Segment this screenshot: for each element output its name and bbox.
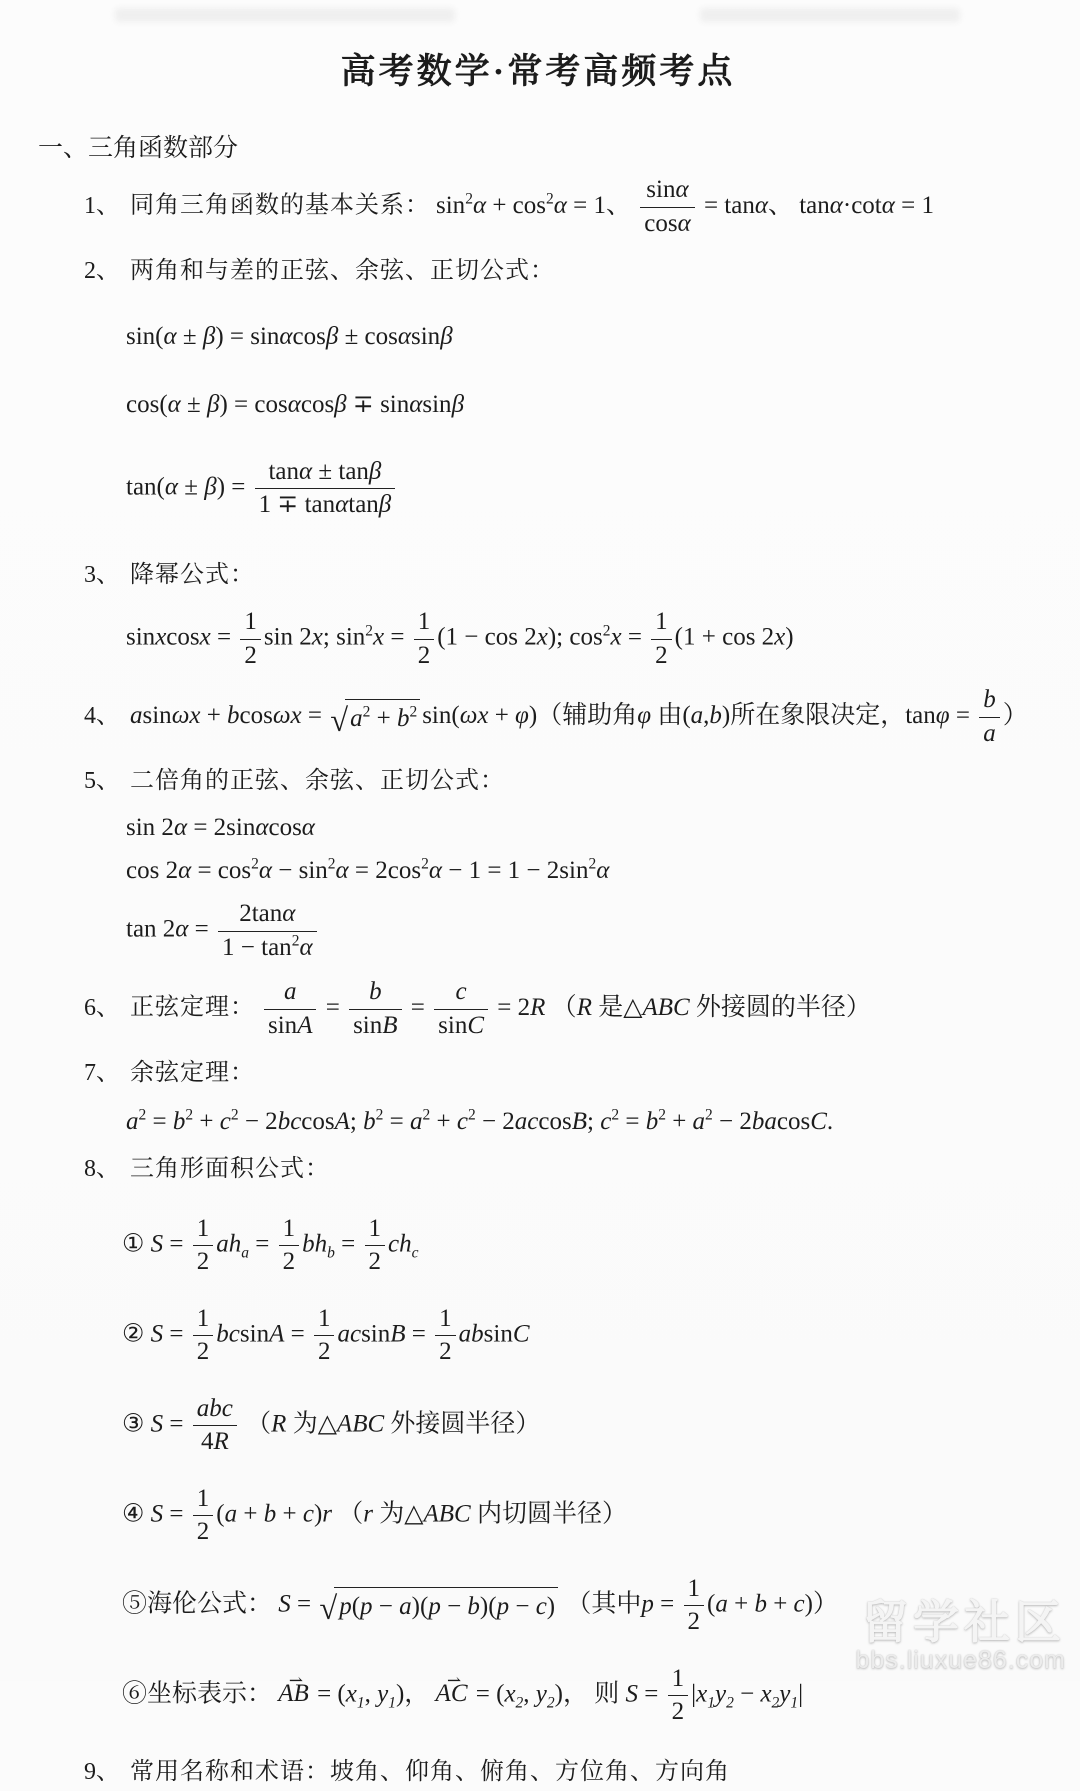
item-head — [84, 976, 1038, 1042]
list-item — [84, 1054, 1038, 1138]
list-item — [84, 1753, 1038, 1791]
item-heading: 正弦定理： — [130, 994, 255, 1021]
section-heading: 一、三角函数部分 — [38, 135, 239, 162]
item-head — [84, 684, 1038, 750]
item-head — [84, 1054, 1038, 1092]
list-item — [84, 174, 1038, 240]
formula: asinωx + bcosωx = √ $a^2 + b^2$ sin(ωx + φ)（辅助角φ 由(a,b)所在象限决定，tanφ = $\frac{b}{a}$ ） — [130, 702, 1028, 729]
item-heading: 三角形面积公式： — [130, 1156, 330, 1183]
formula-line: ① S = $\frac{1}{2}$ $ah_a$ = $\frac{1}{2}$ $bh_b$ = $\frac{1}{2}$ $ch_c$ — [122, 1213, 1038, 1279]
item-number: 1、 — [84, 192, 120, 219]
list-item — [84, 684, 1038, 750]
formula-line: tan 2α = $\frac{2\tan\alpha}{1 - \tan^2\alpha}$ — [126, 898, 1038, 964]
formula-line: ④ S = $\frac{1}{2}$ (a + b + c)r （r 为△ABC 内切圆半径） — [122, 1483, 1038, 1549]
list-item — [84, 762, 1038, 964]
item-head — [84, 174, 1038, 240]
formula: $\sin^2\alpha + \cos^2\alpha = 1$、 $\frac{\sin\alpha}{\cos\alpha}$ = tanα、 tanα·cotα = 1 — [436, 192, 934, 219]
item-number: 6、 — [84, 994, 120, 1021]
item-heading: 常用名称和术语：坡角、仰角、俯角、方位角、方向角 — [130, 1758, 730, 1785]
item-number: 4、 — [84, 703, 120, 730]
formula-line: sin 2α = 2sinαcosα — [126, 813, 315, 841]
item-number: 9、 — [84, 1758, 120, 1785]
item-number: 8、 — [84, 1156, 120, 1183]
item-head — [84, 762, 1038, 800]
item-number: 5、 — [84, 768, 120, 795]
cropped-text-artifact — [700, 8, 960, 22]
formula-line: cos(α ± β) = cosαcosβ ∓ sinαsinβ — [126, 391, 465, 419]
item-heading: 两角和与差的正弦、余弦、正切公式： — [130, 258, 555, 284]
formula-line: $\cos 2\alpha = \cos^2\alpha - \sin^2\alpha = 2\cos^2\alpha - 1 = 1 - 2\sin^2\alpha$ — [126, 856, 610, 885]
watermark-logo: 留学社区 — [862, 1596, 1066, 1649]
formula-line: tan(α ± β) = $\frac{\tan\alpha \pm \tan\beta}{1 \mp \tan\alpha\tan\beta}$ — [126, 456, 1038, 522]
cropped-text-artifact — [115, 8, 455, 22]
item-heading: 同角三角函数的基本关系： — [130, 192, 430, 219]
item-number: 3、 — [84, 561, 120, 588]
list-item — [84, 556, 1038, 672]
list-item — [84, 976, 1038, 1042]
formula-line: sin(α ± β) = sinαcosβ ± cosαsinβ — [126, 323, 453, 351]
list-item — [84, 252, 1038, 522]
item-head — [84, 556, 1038, 594]
formula-line: ⑥坐标表示： AB ⇀ = ($x_1$, $y_1$)， AC ⇀ = ($x_2$, $y_2$)， 则 S = $\frac{1}{2}$ $|x_1y_2 - x_2y_1|$ — [122, 1663, 1038, 1729]
watermark — [855, 1598, 1066, 1673]
watermark-url: bbs.liuxue86.com — [855, 1645, 1066, 1674]
item-number: 2、 — [84, 258, 120, 284]
page-title: 高考数学·常考高频考点 — [340, 52, 736, 91]
item-number: 7、 — [84, 1060, 120, 1087]
formula-line: sinxcosx = $\frac{1}{2}$ sin 2x; $\sin^2x$ = $\frac{1}{2}$ (1 − cos 2x); $\cos^2x$ = $\frac{1}{2}$ (1 + cos 2x) — [126, 606, 1038, 672]
item-head — [84, 1753, 1038, 1791]
item-head — [84, 1150, 1038, 1188]
formula-line: ⑤海伦公式： S = √ p(p − a)(p − b)(p − c) （其中p = $\frac{1}{2}$ (a + b + c)） — [122, 1573, 1038, 1639]
item-heading: 余弦定理： — [130, 1060, 255, 1087]
formula-line: ③ S = $\frac{\text{abc}}{4R}$ （R 为△ABC 外接圆半径） — [122, 1393, 1038, 1459]
formula-line: $a^2 = b^2 + c^2 - 2bccosA$; $b^2 = a^2 + c^2 - 2accosB$; $c^2 = b^2 + a^2 - 2bacosC$. — [126, 1106, 834, 1135]
item-head — [84, 252, 1038, 290]
formula-line: ② S = $\frac{1}{2}$ bcsinA = $\frac{1}{2}$ acsinB = $\frac{1}{2}$ absinC — [122, 1303, 1038, 1369]
item-heading: 二倍角的正弦、余弦、正切公式： — [130, 768, 505, 795]
item-heading: 降幂公式： — [130, 561, 255, 588]
formula: $\frac{a}{\sin A}$ = $\frac{b}{\sin B}$ = $\frac{c}{\sin C}$ = 2R （R 是△ABC 外接圆的半径） — [261, 994, 871, 1021]
